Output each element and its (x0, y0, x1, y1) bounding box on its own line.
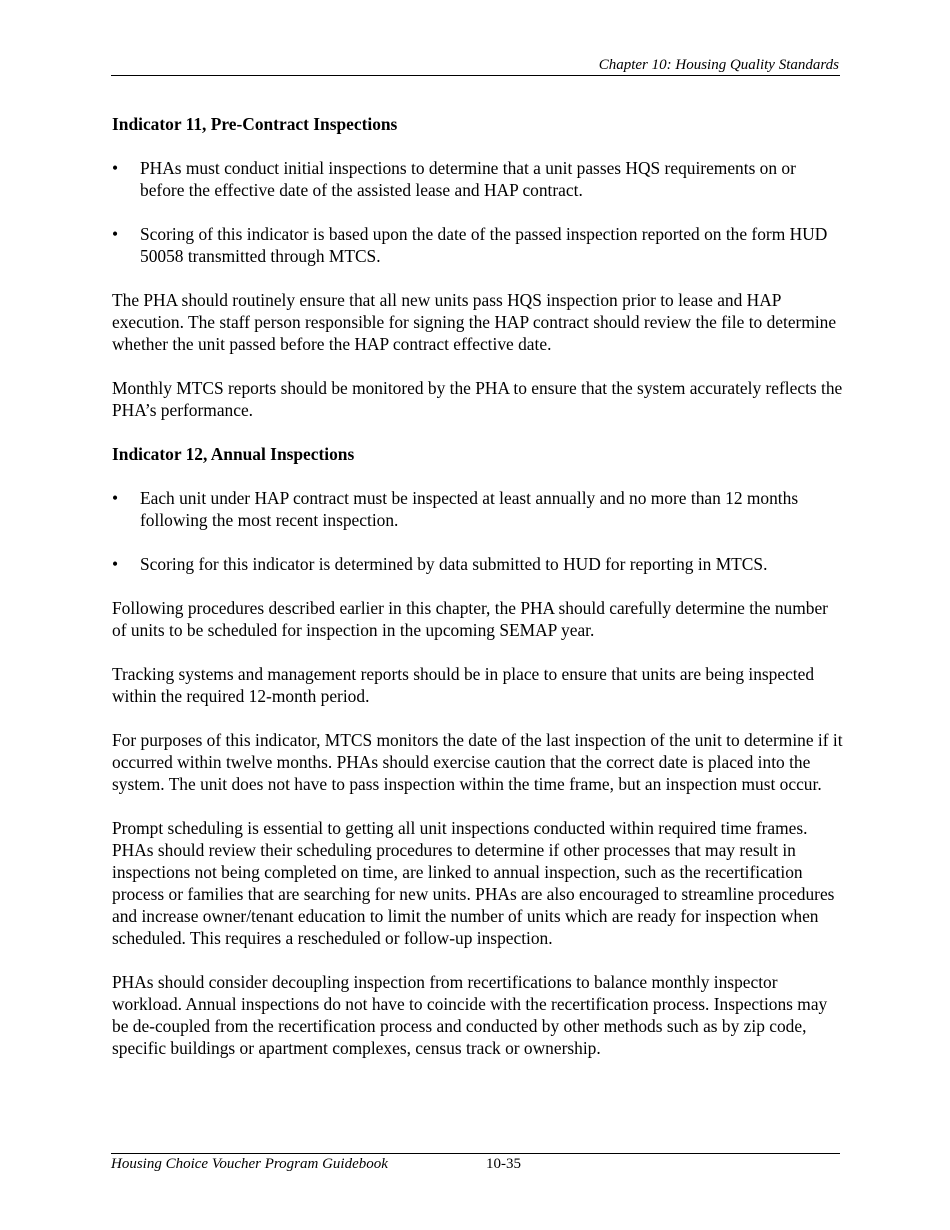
bullet-icon: • (112, 488, 119, 508)
header-rule (111, 75, 840, 76)
bullet-text: Each unit under HAP contract must be inspected at least annually and no more than 12 months following the most recent inspection. (140, 488, 799, 530)
body-paragraph: Prompt scheduling is essential to getting all unit inspections conducted within required time frames. PHAs should review their scheduling procedures to determine if other processes that may result in inspections not being completed on time, are linked to annual inspection, such as the recertification process or families that are searching for new units. PHAs are also encouraged to streamline procedures and increase owner/tenant education to limit the number of units which are ready for inspection when scheduled. This requires a rescheduled or follow-up inspection. (112, 818, 835, 948)
bullet-text: Scoring of this indicator is based upon the date of the passed inspection reported on the form HUD 50058 transmitted through MTCS. (140, 224, 828, 266)
bullet-item (112, 157, 844, 201)
body-paragraph: For purposes of this indicator, MTCS monitors the date of the last inspection of the unit to determine if it occurred within twelve months. PHAs should exercise caution that the correct date is placed into the system. The unit does not have to pass inspection within the time frame, but an inspection must occur. (112, 730, 843, 794)
body-paragraph: PHAs should consider decoupling inspection from recertifications to balance monthly inspector workload. Annual inspections do not have to coincide with the recertification process. Inspections may be de-coupled from the recertification process and conducted by other methods such as by zip code, specific buildings or apartment complexes, census track or ownership. (112, 972, 828, 1058)
bullet-icon: • (112, 158, 119, 178)
bullet-list (112, 157, 844, 267)
body-paragraph: Monthly MTCS reports should be monitored by the PHA to ensure that the system accurately reflects the PHA’s performance. (112, 378, 843, 420)
body-paragraph: The PHA should routinely ensure that all new units pass HQS inspection prior to lease and HAP execution. The staff person responsible for signing the HAP contract should review the file to determine whether the unit passed before the HAP contract effective date. (112, 290, 837, 354)
section-heading: Indicator 12, Annual Inspections (112, 444, 355, 464)
bullet-text: Scoring for this indicator is determined by data submitted to HUD for reporting in MTCS. (140, 554, 768, 574)
bullet-text: PHAs must conduct initial inspections to determine that a unit passes HQS requirements on or before the effective date of the assisted lease and HAP contract. (140, 158, 796, 200)
section-heading: Indicator 11, Pre-Contract Inspections (112, 114, 398, 134)
bullet-item (112, 487, 844, 531)
body-paragraph: Tracking systems and management reports should be in place to ensure that units are being inspected within the required 12-month period. (112, 664, 815, 706)
bullet-list (112, 487, 844, 575)
bullet-item (112, 223, 844, 267)
footer-rule (111, 1153, 840, 1154)
footer-book-title: Housing Choice Voucher Program Guidebook (111, 1156, 388, 1172)
footer-page-number: 10-35 (486, 1156, 521, 1172)
body-paragraph: Following procedures described earlier in this chapter, the PHA should carefully determine the number of units to be scheduled for inspection in the upcoming SEMAP year. (112, 598, 828, 640)
page-body (112, 113, 844, 1081)
running-header: Chapter 10: Housing Quality Standards (598, 57, 839, 73)
bullet-item (112, 553, 844, 575)
bullet-icon: • (112, 554, 119, 574)
bullet-icon: • (112, 224, 119, 244)
